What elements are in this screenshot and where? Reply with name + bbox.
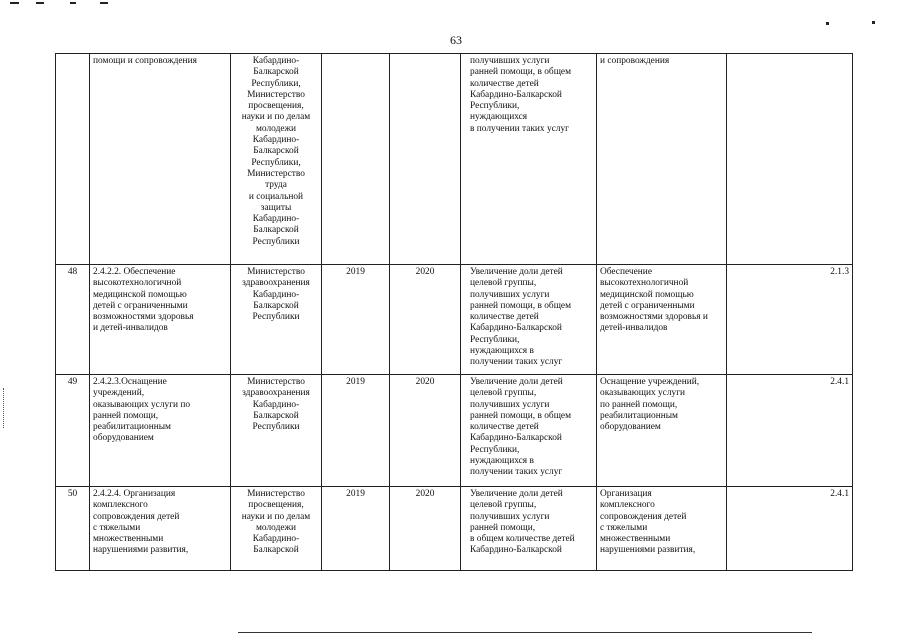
activity-cell: Оснащение учреждений, оказывающих услуги по ранней помощи, реабилитационным оборудованием	[597, 375, 727, 487]
measure-cell: 2.4.2.3.Оснащение учреждений, оказывающих услуги по ранней помощи, реабилитационным оборудованием	[90, 375, 231, 487]
footer-rule	[238, 632, 812, 633]
indicator-cell	[461, 265, 597, 375]
measure-cell: 2.4.2.2. Обеспечение высокотехнологичной медицинской помощью детей с ограниченными возможностями здоровья и детей-инвалидов	[90, 265, 231, 375]
indicator-cell	[461, 375, 597, 487]
row-number: 50	[56, 487, 90, 571]
indicator-text: Увеличение доли детей целевой группы, получивших услуги ранней помощи, в общем количестве детей Кабардино-Балкарской	[470, 489, 575, 556]
table-row	[56, 487, 853, 571]
indicator-text: Увеличение доли детей целевой группы, получивших услуги ранней помощи, в общем количестве детей Кабардино-Балкарской Республики, нуждающихся в получении таких услуг	[470, 267, 572, 368]
measures-table	[55, 53, 853, 571]
indicator-cell	[461, 54, 597, 265]
table-row	[56, 375, 853, 487]
executor-cell: Кабардино- Балкарской Республики, Министерство просвещения, науки и по делам молодежи Кабардино- Балкарской Республики, Министерство труда и социальной защиты Кабардино- Балкарской Республики	[231, 54, 322, 265]
executor-cell: Министерство просвещения, науки и по делам молодежи Кабардино- Балкарской	[231, 487, 322, 571]
start-year-cell: 2019	[322, 265, 390, 375]
row-number	[56, 54, 90, 265]
scan-mark	[872, 21, 875, 24]
table-row	[56, 265, 853, 375]
activity-cell: и сопровождения	[597, 54, 727, 265]
activity-cell: Обеспечение высокотехнологичной медицинской помощью детей с ограниченными возможностями здоровья и детей-инвалидов	[597, 265, 727, 375]
scan-mark	[100, 2, 108, 4]
measure-cell: 2.4.2.4. Организация комплексного сопровождения детей с тяжелыми множественными нарушениями развития,	[90, 487, 231, 571]
executor-cell: Министерство здравоохранения Кабардино- Балкарской Республики	[231, 265, 322, 375]
row-number: 49	[56, 375, 90, 487]
code-cell: 2.4.1	[727, 375, 853, 487]
measure-cell: помощи и сопровождения	[90, 54, 231, 265]
margin-mark	[3, 388, 7, 428]
activity-cell: Организация комплексного сопровождения детей с тяжелыми множественными нарушениями развития,	[597, 487, 727, 571]
code-cell: 2.1.3	[727, 265, 853, 375]
scan-mark	[70, 2, 76, 4]
page-number: 63	[450, 33, 462, 47]
scan-mark	[10, 2, 19, 4]
executor-cell: Министерство здравоохранения Кабардино- Балкарской Республики	[231, 375, 322, 487]
start-year-cell	[322, 54, 390, 265]
code-cell	[727, 54, 853, 265]
end-year-cell: 2020	[390, 375, 461, 487]
scan-mark	[826, 22, 829, 25]
indicator-text: получивших услуги ранней помощи, в общем количестве детей Кабардино-Балкарской Республики, нуждающихся в получении таких услуг	[470, 56, 572, 134]
table-row	[56, 54, 853, 265]
end-year-cell: 2020	[390, 265, 461, 375]
row-number: 48	[56, 265, 90, 375]
end-year-cell: 2020	[390, 487, 461, 571]
start-year-cell: 2019	[322, 375, 390, 487]
scan-mark	[36, 2, 44, 4]
start-year-cell: 2019	[322, 487, 390, 571]
indicator-text: Увеличение доли детей целевой группы, получивших услуги ранней помощи, в общем количестве детей Кабардино-Балкарской Республики, нуждающихся в получении таких услуг	[470, 377, 572, 478]
code-cell: 2.4.1	[727, 487, 853, 571]
end-year-cell	[390, 54, 461, 265]
indicator-cell	[461, 487, 597, 571]
